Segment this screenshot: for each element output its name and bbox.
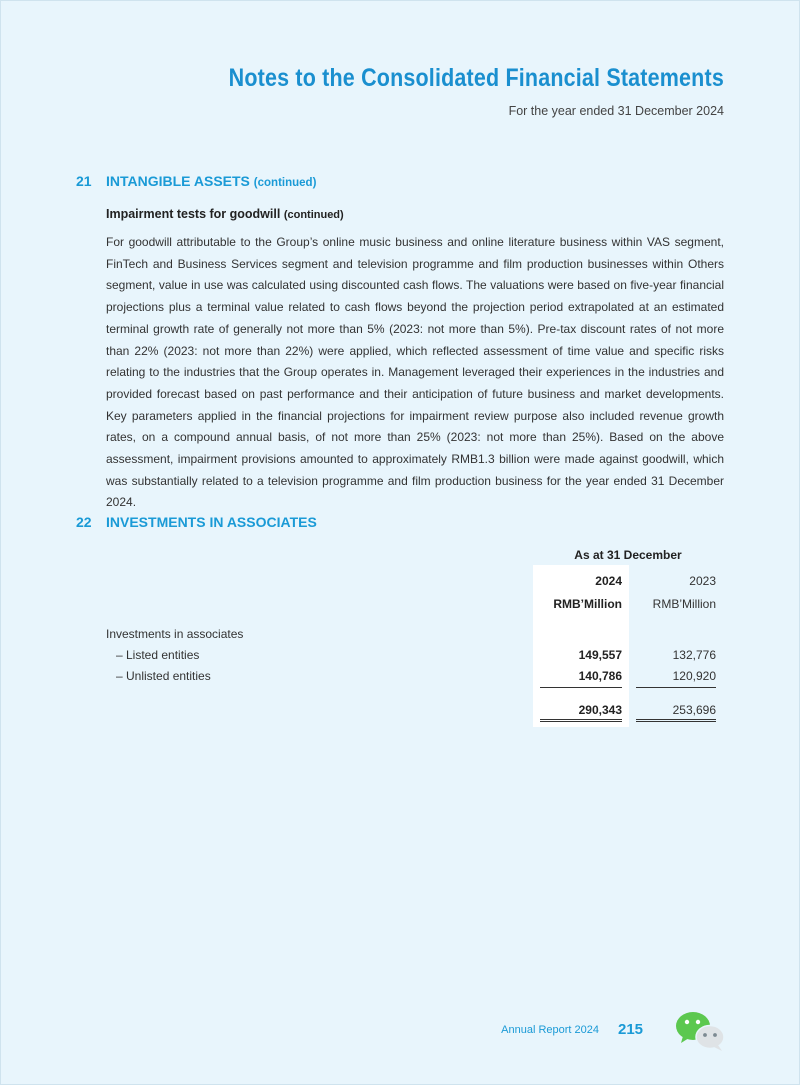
section-21-title: INTANGIBLE ASSETS — [106, 173, 250, 189]
wechat-back-bubble — [696, 1026, 724, 1049]
total-2024: 290,343 — [578, 703, 622, 717]
goodwill-paragraph: For goodwill attributable to the Group’s online music business and online literature business within VAS segment, FinTech and Business Services segment and television programme and film production businesses within Others segment, value in use was calculated using discounted cash flows. The valuations were based on five-year financial projections plus a terminal value related to cash flows beyond the projection period extrapolated at an estimated terminal growth rate of generally not more than 5% (2023: not more than 5%). Pre-tax discount rates of not more than 22% (2023: not more than 22%) were applied, which reflected assessment of time value and specific risks relating to the industries that the Group operates in. Management leveraged their experiences in the industries and provided forecast based on past performance and their anticipation of future business and market developments. Key parameters applied in the financial projections for impairment review purpose also included revenue growth rates, on a compound annual basis, of not more than 25% (2023: not more than 25%). Based on the above assessment, impairment provisions amounted to approximately RMB1.3 billion were made against goodwill, which was substantially related to a television programme and film production business for the year ended 31 December 2024. — [106, 235, 724, 510]
col-2023-year: 2023 — [689, 574, 716, 588]
col-2024-unit: RMB’Million — [553, 597, 622, 611]
row-unlisted-2024: 140,786 — [578, 669, 622, 683]
table-group-header: As at 31 December — [574, 548, 682, 562]
goodwill-subheading-text: Impairment tests for goodwill — [106, 207, 281, 221]
total-2023: 253,696 — [672, 703, 716, 717]
footer-page-number: 215 — [618, 1021, 644, 1038]
goodwill-subheading-continued: (continued) — [283, 209, 344, 221]
row-listed-2024: 149,557 — [578, 648, 622, 662]
wechat-back-eye-left — [703, 1033, 707, 1037]
section-21-continued: (continued) — [253, 177, 317, 189]
section-22-number: 22 — [76, 514, 92, 530]
col-2023-unit: RMB’Million — [652, 597, 716, 611]
section-21-number: 21 — [76, 173, 92, 189]
total-double-rule-2023 — [636, 719, 716, 722]
goodwill-subheading — [106, 207, 344, 221]
section-22-heading — [76, 514, 317, 530]
wechat-icon — [675, 1010, 727, 1052]
col-2024-year: 2024 — [595, 574, 622, 588]
total-double-rule-2024 — [540, 719, 622, 722]
row-unlisted-label: – Unlisted entities — [116, 669, 211, 683]
row-listed-2023: 132,776 — [672, 648, 716, 662]
section-21-heading — [76, 173, 316, 189]
page-subtitle: For the year ended 31 December 2024 — [508, 104, 724, 118]
footer-report-label: Annual Report 2024 — [501, 1024, 599, 1036]
subtotal-rule-2023 — [636, 687, 716, 688]
table-heading-row: Investments in associates — [106, 627, 244, 641]
section-22-title: INVESTMENTS IN ASSOCIATES — [106, 514, 317, 530]
wechat-front-eye-left — [685, 1020, 689, 1024]
wechat-back-eye-right — [713, 1033, 717, 1037]
page-title: Notes to the Consolidated Financial Statements — [228, 64, 724, 92]
wechat-front-eye-right — [696, 1020, 700, 1024]
row-listed-label: – Listed entities — [116, 648, 200, 662]
row-unlisted-2023: 120,920 — [672, 669, 716, 683]
subtotal-rule-2024 — [540, 687, 622, 688]
